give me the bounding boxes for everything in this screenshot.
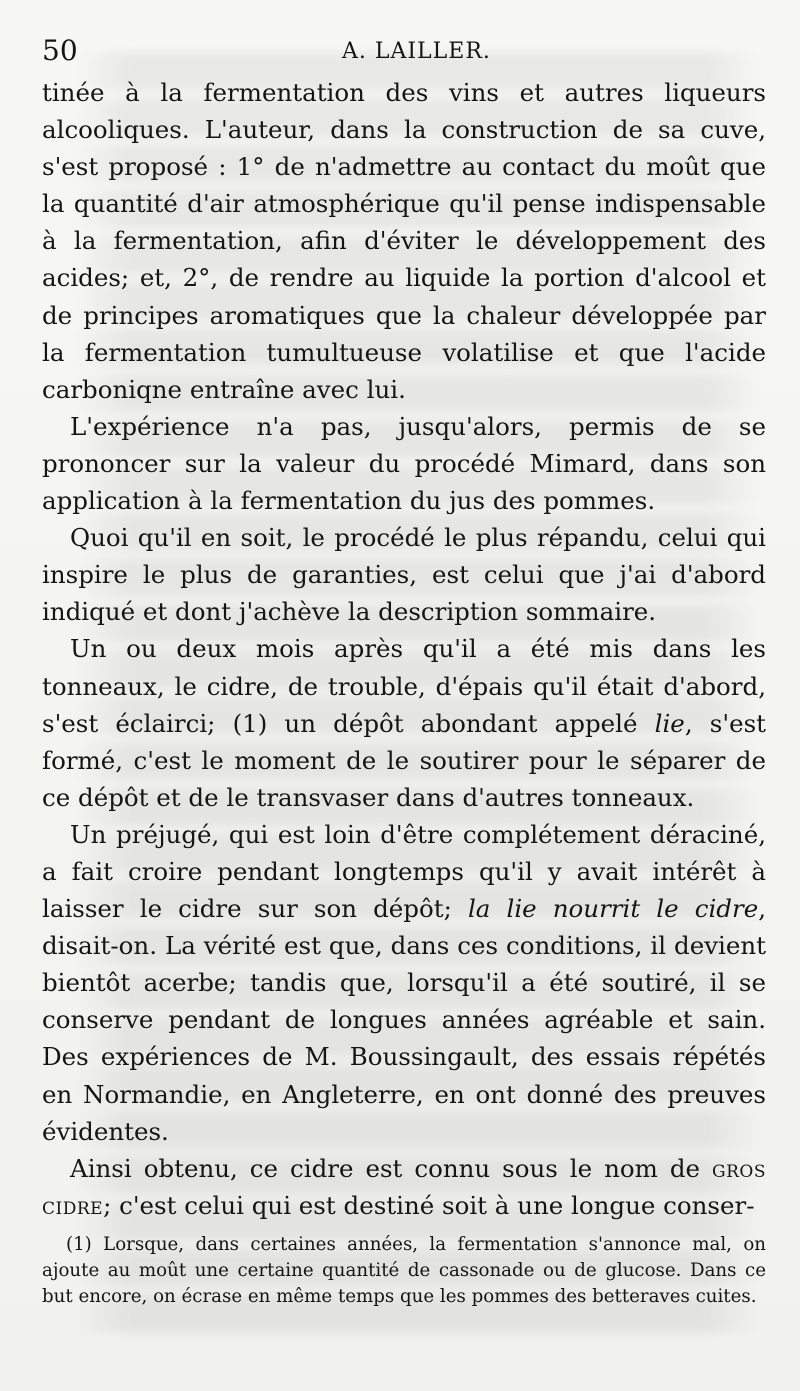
lie-term: lie: [654, 708, 685, 738]
quoted-saying: la lie nourrit le cidre: [467, 894, 759, 924]
footnote-text: (1) Lorsque, dans certaines années, la fermentation s'annonce mal, on ajoute au moût une certaine quantité de cassonade ou de glucose. Dans ce but encore, on écrase en même temps que les pommes des betteraves cuites.: [42, 1233, 766, 1307]
paragraph-prejudice-text-1: Un préjugé, qui est loin d'être complétement déraciné, a fait croire pendant longtemps qu'il y avait intérêt à laisser le cidre sur son dépôt;: [42, 819, 766, 924]
running-head: A. LAILLER.: [342, 39, 491, 64]
main-text: [42, 74, 766, 1309]
paragraph-lie: [42, 630, 766, 815]
page-header: [42, 34, 764, 78]
paragraph-lie-text-1: Un ou deux mois après qu'il a été mis dans les tonneaux, le cidre, de trouble, d'épais qu'il était d'abord, s'est éclairci; (1) un dépôt abondant appelé: [42, 634, 766, 738]
page-number: 50: [42, 34, 78, 67]
paragraph-gros-cidre-text-1: Ainsi obtenu, ce cidre est connu sous le nom de: [70, 1153, 713, 1183]
gros-cidre-term: gros cidre: [42, 1153, 766, 1220]
paragraph-prejudice: [42, 816, 766, 1150]
paragraph-experience: L'expérience n'a pas, jusqu'alors, permis de se prononcer sur la valeur du procédé Mimard, dans son application à la fermentation du jus des pommes.: [42, 411, 766, 516]
paragraph-lie-text-2: , s'est formé, c'est le moment de le soutirer pour le séparer de ce dépôt et de le transvaser dans d'autres tonneaux.: [42, 708, 766, 812]
paragraph-gros-cidre-text-2: ; c'est celui qui est destiné soit à une longue conser-: [103, 1190, 755, 1220]
paragraph-continued: tinée à la fermentation des vins et autres liqueurs alcooliques. L'auteur, dans la construction de sa cuve, s'est proposé : 1° de n'admettre au contact du moût que la quantité d'air atmosphérique qu'il pense indispensable à la fermentation, afin d'éviter le développement des acides; et, 2°, de rendre au liquide la portion d'alcool et de principes aromatiques que la chaleur développée par la fermentation tumultueuse volatilise et que l'acide carboniqne entraîne avec lui.: [42, 78, 766, 404]
footnote: [42, 1232, 766, 1309]
paragraph-procedure: Quoi qu'il en soit, le procédé le plus répandu, celui qui inspire le plus de garanties, est celui que j'ai d'abord indiqué et dont j'achève la description sommaire.: [42, 523, 766, 627]
paragraph-gros-cidre: [42, 1150, 766, 1224]
paragraph-prejudice-text-2: , disait-on. La vérité est que, dans ces conditions, il devient bientôt acerbe; tandis que, lorsqu'il a été soutiré, il se conserve pendant de longues années agréable et sain. Des expériences de M. Boussingault, des essais répétés en Normandie, en Angleterre, en ont donné des preuves évidentes.: [42, 894, 766, 1146]
